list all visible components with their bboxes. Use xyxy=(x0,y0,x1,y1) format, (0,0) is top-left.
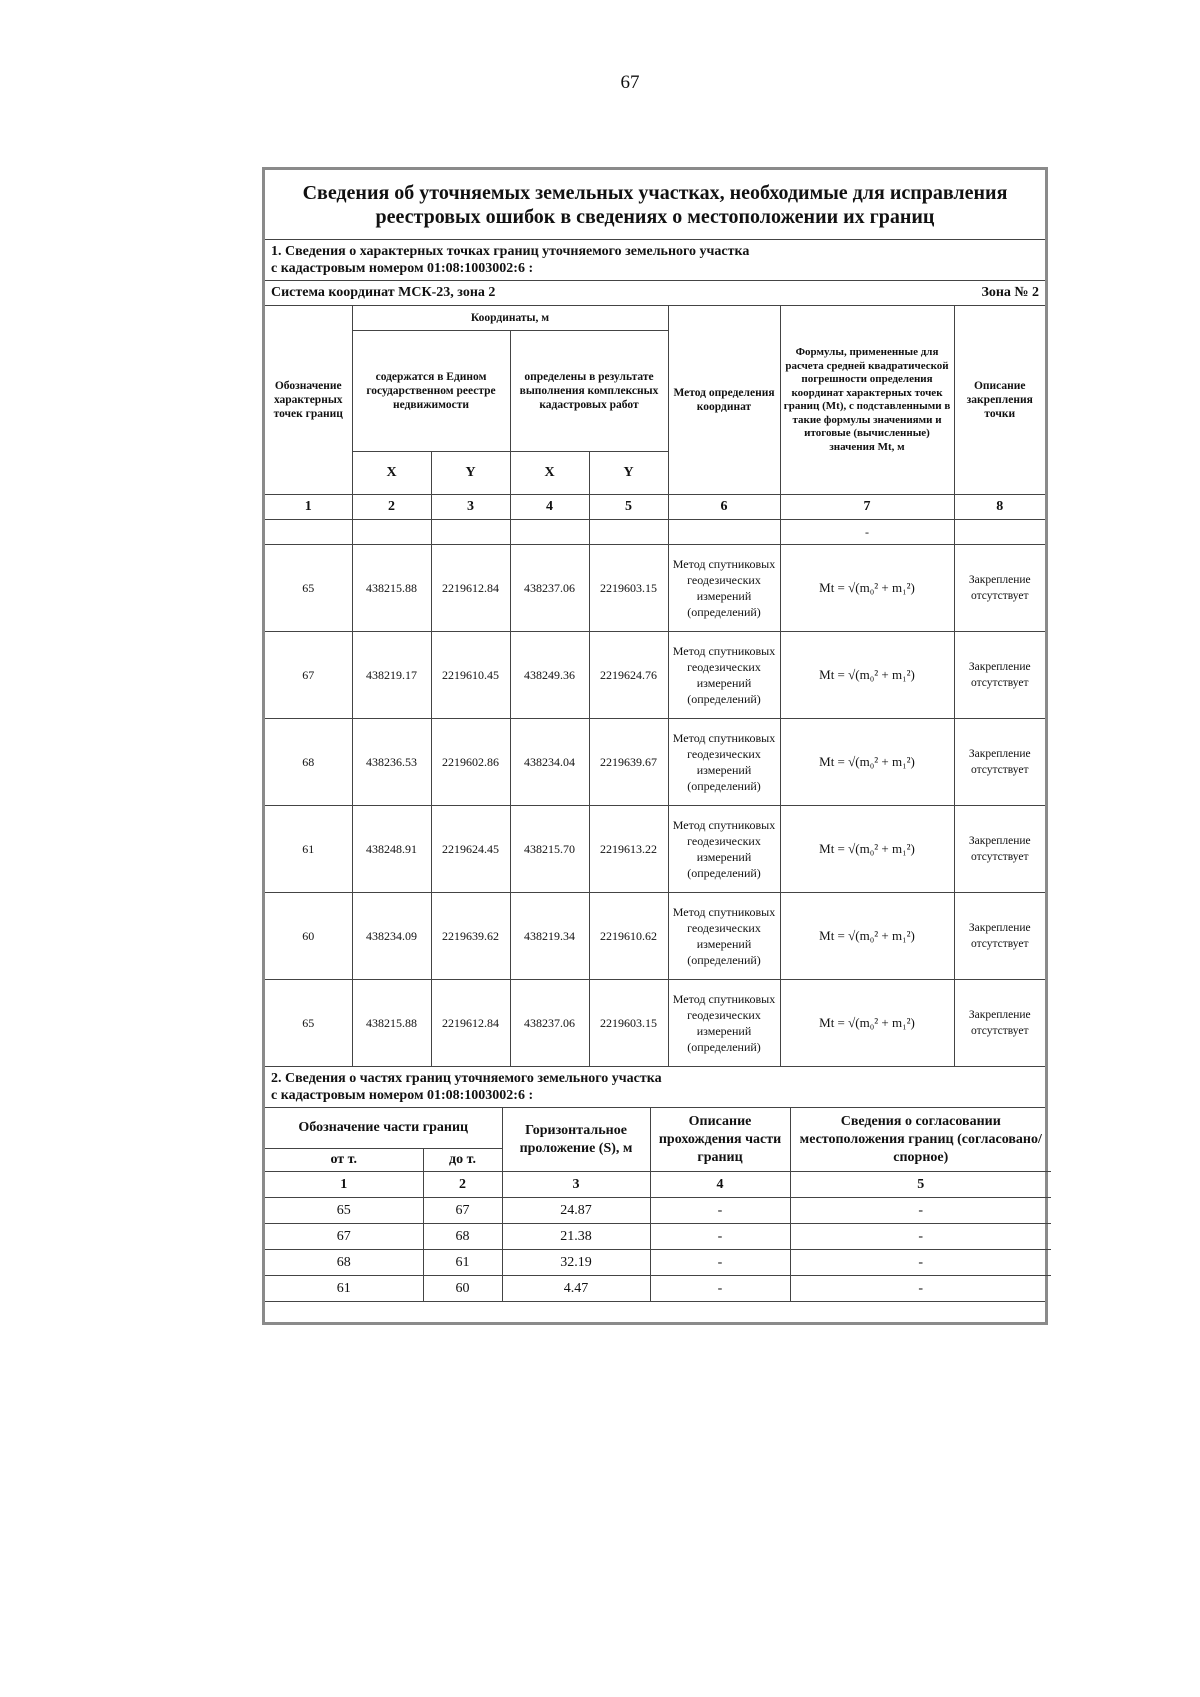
x-determined-cell: 438215.70 xyxy=(510,806,589,893)
coordinate-system-row xyxy=(265,281,1045,306)
point-row xyxy=(265,980,1045,1067)
y-registry-cell: 2219612.84 xyxy=(431,545,510,632)
description-cell: Закрепление отсутствует xyxy=(954,806,1045,893)
distance-cell: 24.87 xyxy=(502,1198,650,1224)
point-cell: 65 xyxy=(265,980,352,1067)
point-row xyxy=(265,893,1045,980)
section2-cadastral: с кадастровым номером 01:08:1003002:6 : xyxy=(271,1088,534,1103)
col-number: 3 xyxy=(502,1172,650,1198)
section2-heading xyxy=(265,1066,1045,1108)
col-number: 8 xyxy=(954,495,1045,520)
y-determined-cell: 2219603.15 xyxy=(589,545,668,632)
to-cell: 60 xyxy=(423,1276,502,1302)
method-cell: Метод спутниковых геодезических измерений (определений) xyxy=(668,806,780,893)
y-determined-cell: 2219624.76 xyxy=(589,632,668,719)
passage-cell: - xyxy=(650,1250,790,1276)
col-number: 4 xyxy=(510,495,589,520)
y-registry-cell: 2219602.86 xyxy=(431,719,510,806)
x-determined-cell: 438234.04 xyxy=(510,719,589,806)
header-passage: Описание прохождения части границ xyxy=(650,1108,790,1172)
method-cell: Метод спутниковых геодезических измерений (определений) xyxy=(668,980,780,1067)
col-number: 2 xyxy=(352,495,431,520)
header-in-registry: содержатся в Едином государственном реестре недвижимости xyxy=(352,331,510,452)
parts-table xyxy=(265,1108,1051,1301)
agreement-cell: - xyxy=(790,1250,1051,1276)
header-x2: X xyxy=(510,452,589,495)
point-row xyxy=(265,719,1045,806)
x-registry-cell: 438248.91 xyxy=(352,806,431,893)
description-cell: Закрепление отсутствует xyxy=(954,893,1045,980)
col-number: 2 xyxy=(423,1172,502,1198)
table-footer-row xyxy=(265,1301,1045,1322)
x-registry-cell: 438234.09 xyxy=(352,893,431,980)
distance-cell: 21.38 xyxy=(502,1224,650,1250)
y-registry-cell: 2219610.45 xyxy=(431,632,510,719)
point-cell: 60 xyxy=(265,893,352,980)
header-description: Описание закрепления точки xyxy=(954,306,1045,495)
description-cell: Закрепление отсутствует xyxy=(954,632,1045,719)
point-cell: 61 xyxy=(265,806,352,893)
distance-cell: 4.47 xyxy=(502,1276,650,1302)
x-registry-cell: 438215.88 xyxy=(352,545,431,632)
y-registry-cell: 2219639.62 xyxy=(431,893,510,980)
agreement-cell: - xyxy=(790,1198,1051,1224)
description-cell: Закрепление отсутствует xyxy=(954,545,1045,632)
header-to: до т. xyxy=(423,1149,502,1172)
distance-cell: 32.19 xyxy=(502,1250,650,1276)
page-number: 67 xyxy=(620,72,640,93)
points-body xyxy=(265,545,1045,1067)
col-number: 7 xyxy=(780,495,954,520)
agreement-cell: - xyxy=(790,1276,1051,1302)
y-registry-cell: 2219612.84 xyxy=(431,980,510,1067)
col-number: 1 xyxy=(265,1172,423,1198)
header-x1: X xyxy=(352,452,431,495)
header-coords: Координаты, м xyxy=(352,306,668,331)
from-cell: 68 xyxy=(265,1250,423,1276)
formula-cell: Mt = √(m₀² + m₁²) xyxy=(780,893,954,980)
header-agreement: Сведения о согласовании местоположения границ (согласовано/спорное) xyxy=(790,1108,1051,1172)
header-y1: Y xyxy=(431,452,510,495)
x-determined-cell: 438237.06 xyxy=(510,545,589,632)
x-registry-cell: 438219.17 xyxy=(352,632,431,719)
header-part: Обозначение части границ xyxy=(265,1108,502,1149)
part-row xyxy=(265,1250,1051,1276)
from-cell: 61 xyxy=(265,1276,423,1302)
y-registry-cell: 2219624.45 xyxy=(431,806,510,893)
y-determined-cell: 2219639.67 xyxy=(589,719,668,806)
x-registry-cell: 438236.53 xyxy=(352,719,431,806)
section1-title: 1. Сведения о характерных точках границ уточняемого земельного участка xyxy=(271,244,750,259)
method-cell: Метод спутниковых геодезических измерений (определений) xyxy=(668,893,780,980)
passage-cell: - xyxy=(650,1198,790,1224)
column-numbers-row xyxy=(265,495,1045,520)
col-number: 1 xyxy=(265,495,352,520)
description-cell: Закрепление отсутствует xyxy=(954,719,1045,806)
col-number: 6 xyxy=(668,495,780,520)
method-cell: Метод спутниковых геодезических измерений (определений) xyxy=(668,632,780,719)
agreement-cell: - xyxy=(790,1224,1051,1250)
point-row xyxy=(265,545,1045,632)
formula-cell: Mt = √(m₀² + m₁²) xyxy=(780,545,954,632)
header-method: Метод определения координат xyxy=(668,306,780,495)
col-number: 5 xyxy=(790,1172,1051,1198)
point-cell: 67 xyxy=(265,632,352,719)
document-title: Сведения об уточняемых земельных участках, необходимые для исправления реестровых ошибок в сведениях о местоположении их границ xyxy=(265,170,1045,240)
header-y2: Y xyxy=(589,452,668,495)
column-numbers-row xyxy=(265,1172,1051,1198)
x-determined-cell: 438249.36 xyxy=(510,632,589,719)
x-determined-cell: 438237.06 xyxy=(510,980,589,1067)
section1-heading xyxy=(265,240,1045,281)
section2-title: 2. Сведения о частях границ уточняемого земельного участка xyxy=(271,1071,662,1086)
formula-cell: Mt = √(m₀² + m₁²) xyxy=(780,806,954,893)
to-cell: 61 xyxy=(423,1250,502,1276)
x-registry-cell: 438215.88 xyxy=(352,980,431,1067)
description-cell: Закрепление отсутствует xyxy=(954,980,1045,1067)
to-cell: 68 xyxy=(423,1224,502,1250)
col-number: 5 xyxy=(589,495,668,520)
col-number: 3 xyxy=(431,495,510,520)
point-row xyxy=(265,632,1045,719)
parts-body xyxy=(265,1172,1051,1302)
point-cell: 65 xyxy=(265,545,352,632)
document-form xyxy=(262,167,1048,1325)
point-cell: 68 xyxy=(265,719,352,806)
header-determined: определены в результате выполнения комплексных кадастровых работ xyxy=(510,331,668,452)
passage-cell: - xyxy=(650,1224,790,1250)
formula-cell: Mt = √(m₀² + m₁²) xyxy=(780,719,954,806)
coordinate-system: Система координат МСК-23, зона 2 xyxy=(271,285,496,300)
section1-cadastral: с кадастровым номером 01:08:1003002:6 : xyxy=(271,261,534,276)
header-distance: Горизонтальное проложение (S), м xyxy=(502,1108,650,1172)
method-cell: Метод спутниковых геодезических измерений (определений) xyxy=(668,719,780,806)
passage-cell: - xyxy=(650,1276,790,1302)
y-determined-cell: 2219603.15 xyxy=(589,980,668,1067)
header-from: от т. xyxy=(265,1149,423,1172)
from-cell: 65 xyxy=(265,1198,423,1224)
header-formula: Формулы, примененные для расчета средней квадратической погрешности определения координат характерных точек границ (Mt), с подставленными в такие формулы значениями и итоговые (вычисленные) значения Mt, м xyxy=(780,306,954,495)
formula-cell: Mt = √(m₀² + m₁²) xyxy=(780,632,954,719)
part-row xyxy=(265,1224,1051,1250)
y-determined-cell: 2219613.22 xyxy=(589,806,668,893)
x-determined-cell: 438219.34 xyxy=(510,893,589,980)
method-cell: Метод спутниковых геодезических измерений (определений) xyxy=(668,545,780,632)
y-determined-cell: 2219610.62 xyxy=(589,893,668,980)
part-row xyxy=(265,1198,1051,1224)
blank-row xyxy=(265,520,1045,545)
col-number: 4 xyxy=(650,1172,790,1198)
blank-mark: - xyxy=(780,520,954,545)
points-table xyxy=(265,306,1045,1066)
to-cell: 67 xyxy=(423,1198,502,1224)
zone-label: Зона № 2 xyxy=(981,285,1039,300)
point-row xyxy=(265,806,1045,893)
header-point: Обозначение характерных точек границ xyxy=(265,306,352,495)
part-row xyxy=(265,1276,1051,1302)
formula-cell: Mt = √(m₀² + m₁²) xyxy=(780,980,954,1067)
from-cell: 67 xyxy=(265,1224,423,1250)
